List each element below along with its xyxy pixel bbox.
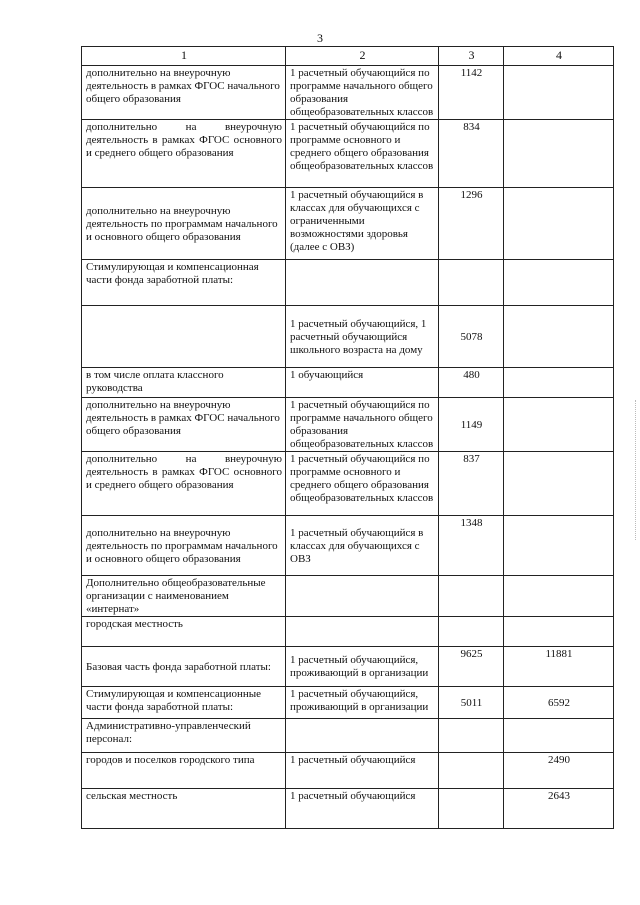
row-unit: 1 расчетный обучающийся bbox=[286, 789, 439, 829]
row-unit: 1 расчетный обучающийся в классах для обучающихся с ограниченными возможностями здоровья (далее с ОВЗ) bbox=[286, 188, 439, 260]
allocation-table bbox=[81, 46, 614, 829]
row-value-col4: 2490 bbox=[504, 753, 614, 789]
row-unit: 1 расчетный обучающийся по программе начального общего образования общеобразовательных классов bbox=[286, 66, 439, 120]
row-value-col4 bbox=[504, 120, 614, 188]
row-value-col4 bbox=[504, 398, 614, 452]
row-label: в том числе оплата классного руководства bbox=[82, 368, 286, 398]
table-row bbox=[82, 789, 614, 829]
table-row bbox=[82, 66, 614, 120]
table-row bbox=[82, 368, 614, 398]
row-value-col3: 5078 bbox=[439, 306, 504, 368]
row-value-col4 bbox=[504, 188, 614, 260]
row-value-col3 bbox=[439, 719, 504, 753]
table-row bbox=[82, 687, 614, 719]
row-label: городов и поселков городского типа bbox=[82, 753, 286, 789]
table-row bbox=[82, 260, 614, 306]
row-value-col4 bbox=[504, 516, 614, 576]
row-value-col3 bbox=[439, 789, 504, 829]
row-value-col4 bbox=[504, 368, 614, 398]
row-value-col3: 1149 bbox=[439, 398, 504, 452]
row-value-col4 bbox=[504, 719, 614, 753]
row-value-col3 bbox=[439, 753, 504, 789]
row-label: дополнительно на внеурочную деятельность в рамках ФГОС начального общего образования bbox=[82, 66, 286, 120]
row-label: дополнительно на внеурочную деятельность в рамках ФГОС основного и среднего общего образования bbox=[82, 452, 286, 516]
row-label: Стимулирующая и компенсационные части фонда заработной платы: bbox=[82, 687, 286, 719]
table-row bbox=[82, 398, 614, 452]
row-unit: 1 расчетный обучающийся по программе начального общего образования общеобразовательных классов bbox=[286, 398, 439, 452]
row-label: дополнительно на внеурочную деятельность по программам начального и основного общего образования bbox=[82, 188, 286, 260]
column-header-3: 3 bbox=[439, 47, 504, 66]
row-unit bbox=[286, 617, 439, 647]
row-unit bbox=[286, 576, 439, 617]
row-label: Дополнительно общеобразовательные организации с наименованием «интернат» bbox=[82, 576, 286, 617]
row-value-col3: 1142 bbox=[439, 66, 504, 120]
row-value-col4 bbox=[504, 306, 614, 368]
table-row bbox=[82, 452, 614, 516]
row-unit bbox=[286, 719, 439, 753]
row-value-col4 bbox=[504, 66, 614, 120]
row-value-col3: 9625 bbox=[439, 647, 504, 687]
row-value-col3: 837 bbox=[439, 452, 504, 516]
table-row bbox=[82, 306, 614, 368]
table-row bbox=[82, 753, 614, 789]
row-value-col3 bbox=[439, 260, 504, 306]
row-value-col3 bbox=[439, 617, 504, 647]
table-row bbox=[82, 120, 614, 188]
row-unit: 1 расчетный обучающийся по программе основного и среднего общего образования общеобразовательных классов bbox=[286, 452, 439, 516]
page-number: 3 bbox=[317, 31, 323, 45]
row-value-col4 bbox=[504, 260, 614, 306]
row-label: дополнительно на внеурочную деятельность по программам начального и основного общего образования bbox=[82, 516, 286, 576]
row-value-col4 bbox=[504, 452, 614, 516]
row-unit: 1 обучающийся bbox=[286, 368, 439, 398]
row-value-col3: 1296 bbox=[439, 188, 504, 260]
row-value-col4: 6592 bbox=[504, 687, 614, 719]
row-unit: 1 расчетный обучающийся по программе основного и среднего общего образования общеобразовательных классов bbox=[286, 120, 439, 188]
table-header-row bbox=[82, 47, 614, 66]
row-label bbox=[82, 306, 286, 368]
row-value-col4 bbox=[504, 617, 614, 647]
row-label: Административно-управленческий персонал: bbox=[82, 719, 286, 753]
table-row bbox=[82, 647, 614, 687]
column-header-4: 4 bbox=[504, 47, 614, 66]
column-header-2: 2 bbox=[286, 47, 439, 66]
row-value-col3 bbox=[439, 576, 504, 617]
table-row bbox=[82, 719, 614, 753]
row-value-col4: 11881 bbox=[504, 647, 614, 687]
row-value-col3: 1348 bbox=[439, 516, 504, 576]
row-label: городская местность bbox=[82, 617, 286, 647]
row-label: Базовая часть фонда заработной платы: bbox=[82, 647, 286, 687]
row-value-col3: 480 bbox=[439, 368, 504, 398]
row-unit: 1 расчетный обучающийся, проживающий в организации bbox=[286, 687, 439, 719]
row-value-col3: 834 bbox=[439, 120, 504, 188]
row-unit: 1 расчетный обучающийся в классах для обучающихся с ОВЗ bbox=[286, 516, 439, 576]
row-unit: 1 расчетный обучающийся, проживающий в организации bbox=[286, 647, 439, 687]
table-row bbox=[82, 576, 614, 617]
row-label: сельская местность bbox=[82, 789, 286, 829]
row-value-col3: 5011 bbox=[439, 687, 504, 719]
row-label: Стимулирующая и компенсационная части фонда заработной платы: bbox=[82, 260, 286, 306]
scan-edge-mark bbox=[635, 400, 638, 540]
row-label: дополнительно на внеурочную деятельность в рамках ФГОС основного и среднего общего образования bbox=[82, 120, 286, 188]
table-row bbox=[82, 188, 614, 260]
row-unit: 1 расчетный обучающийся, 1 расчетный обучающийся школьного возраста на дому bbox=[286, 306, 439, 368]
row-unit: 1 расчетный обучающийся bbox=[286, 753, 439, 789]
row-unit bbox=[286, 260, 439, 306]
row-label: дополнительно на внеурочную деятельность в рамках ФГОС начального общего образования bbox=[82, 398, 286, 452]
column-header-1: 1 bbox=[82, 47, 286, 66]
row-value-col4: 2643 bbox=[504, 789, 614, 829]
row-value-col4 bbox=[504, 576, 614, 617]
table-row bbox=[82, 617, 614, 647]
table-row bbox=[82, 516, 614, 576]
